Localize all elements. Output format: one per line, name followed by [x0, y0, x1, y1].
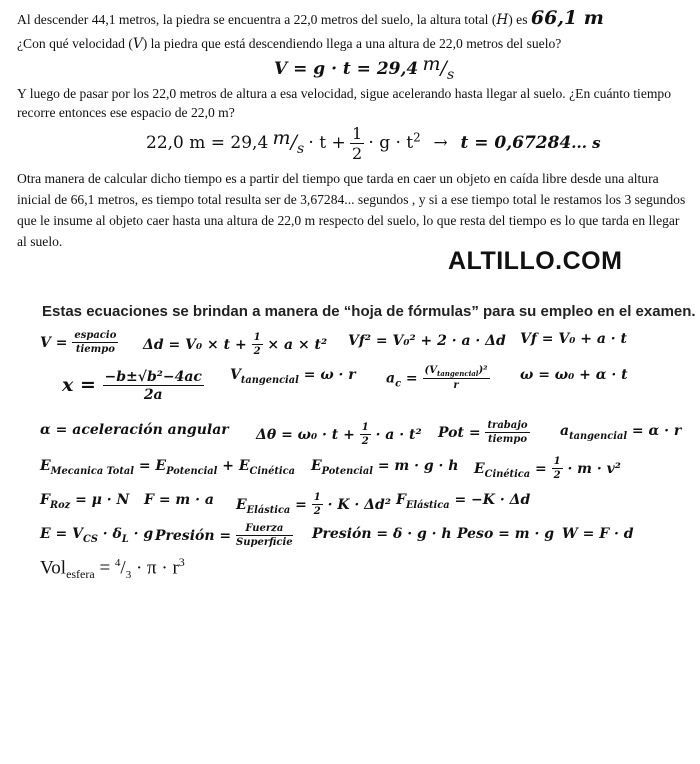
- formula-pressure: Presión = $\frac{\text{Fuerza}}{\text{Superficie}}$: [155, 523, 293, 548]
- formula-vf-squared: Vf² = V₀² + 2 · a · Δd: [348, 333, 506, 349]
- formula-omega: ω = ω₀ + α · t: [520, 367, 628, 383]
- formula-weight: Peso = m · g: [457, 526, 554, 542]
- formula-hydrostatic-pressure: Presión = δ · g · h: [312, 526, 452, 542]
- formula-sphere-volume: $Vol_{esfera} = ^4/_3 \cdot \pi \cdot r^3$: [40, 555, 185, 582]
- paragraph-3: Otra manera de calcular dicho tiempo es a partir del tiempo que tarda en caer un objeto en caída libre desde una altura inicial de 66,1 metros, es tiempo total resulta ser de 3,67284... segundos , y si a ese tiempo total le restamos los 3 segundos que le insume al objeto caer hasta una altura de 22,0 m respecto del suelo, lo que resta del tiempo es lo que tarda en llegar al suelo.: [17, 171, 686, 249]
- formula-kinetic-energy: $E_{Cinética}$ = $\frac{1}{2}$ · m · v²: [474, 456, 621, 481]
- formula-centripetal-acc: $a_c$ = $\frac{(V_{tangencial})^2}{r}$: [386, 365, 488, 391]
- formula-delta-theta: Δθ = ω₀ · t + $\frac{1}{2}$ · a · t²: [256, 422, 422, 447]
- formula-elastic-force: $F_{Elástica} = -K \cdot \Delta d$: [396, 492, 531, 511]
- formula-quadratic: x = $\frac{\text{−b±√b²−4ac}}{2a}$: [62, 369, 202, 403]
- formula-potential-energy: $E_{Potencial} = m \cdot g \cdot h$: [311, 458, 459, 477]
- formula-displacement: Δd = V₀ × t + $\frac{1}{2}$ × a × t²: [143, 332, 328, 357]
- paragraph-2: Y luego de pasar por los 22,0 metros de altura a esa velocidad, sigue acelerando hasta llegar al suelo. ¿En cuánto tiempo recorre entonces ese espacio de 22,0 m?: [17, 86, 672, 120]
- formula-friction: $F_{Roz} = \mu \cdot N$: [40, 492, 130, 511]
- equation-velocity: V = g · t = 29,4 $m/_s$: [274, 53, 455, 83]
- equation-time: 22,0 m = 29,4 $m/_s \cdot t$ + $\frac{1}{2}$ · $g \cdot t^2$ → t = 0,67284... s: [146, 124, 601, 163]
- formula-alpha: α = aceleración angular: [40, 422, 229, 438]
- formula-power: Pot = $\frac{\text{trabajo}}{\text{tiempo}}$: [438, 420, 528, 445]
- formula-a-tangential: $a_{tangencial} = \alpha \cdot r$: [560, 423, 682, 442]
- formula-vf: Vf = V₀ + a · t: [520, 331, 627, 347]
- time-result: t = 0,67284: [460, 132, 572, 153]
- problem-line-2: ¿Con qué velocidad (V) la piedra que está descendiendo llega a una altura de 22,0 metros del suelo?: [17, 36, 562, 52]
- brand-watermark: ALTILLO.COM: [448, 247, 623, 275]
- formula-buoyancy: $E = V_{CS} \cdot \delta_L \cdot g$: [40, 526, 154, 545]
- formula-velocity: V = $\frac{\text{espacio}}{\text{tiempo}}$: [40, 330, 117, 355]
- total-height: 66,1 m: [530, 7, 604, 29]
- formula-mechanical-energy: $E_{Mecanica Total} = E_{Potencial} + E_{Cinética}$: [40, 458, 295, 477]
- formula-elastic-energy: $E_{Elástica}$ = $\frac{1}{2}$ · K · Δd²: [236, 492, 391, 517]
- formula-sheet-title: Estas ecuaciones se brindan a manera de “hoja de fórmulas” para su empleo en el examen.: [42, 303, 696, 320]
- formula-work: W = F · d: [562, 526, 634, 542]
- formula-v-tangential: $V_{tangencial} = \omega \cdot r$: [230, 367, 356, 386]
- formula-newton: F = m · a: [144, 492, 214, 508]
- problem-line-1: Al descender 44,1 metros, la piedra se encuentra a 22,0 metros del suelo, la altura total (H) es 66,1 m: [17, 7, 604, 29]
